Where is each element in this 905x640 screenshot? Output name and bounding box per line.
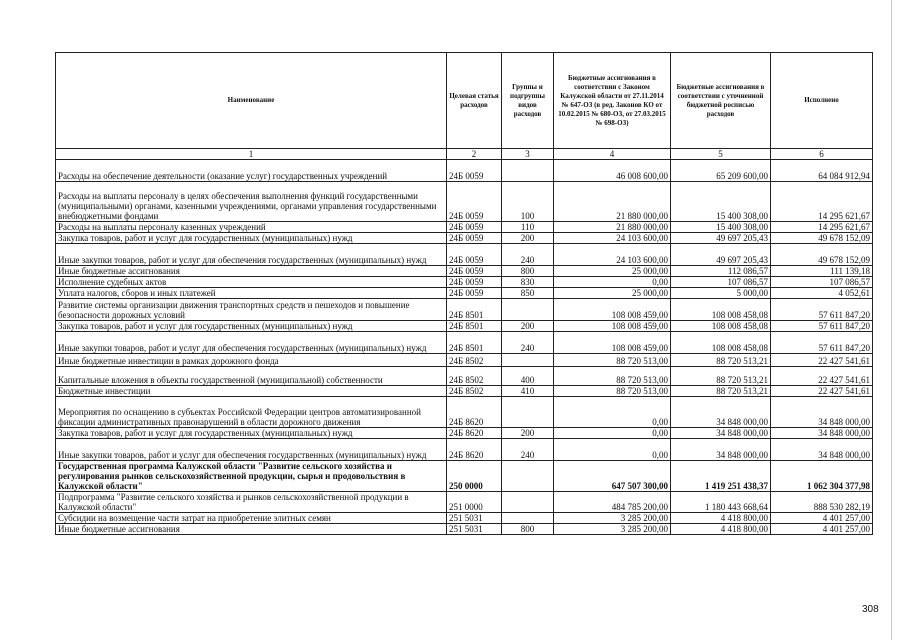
column-number: 6 [771,149,873,160]
row-executed-cell: 22 427 541,61 [771,386,873,397]
row-target-article-cell: 24Б 8502 [447,367,502,386]
row-law-allocation-cell: 0,00 [554,397,671,428]
row-expense-group-cell: 200 [502,321,554,332]
row-name-cell: Иные закупки товаров, работ и услуг для обеспечения государственных (муниципальных) нужд [56,332,447,354]
row-expense-group-cell [502,354,554,367]
row-target-article-cell: 24Б 0059 [447,222,502,233]
row-executed-cell: 22 427 541,61 [771,367,873,386]
row-revised-allocation-cell: 5 000,00 [671,288,771,299]
row-name-cell: Исполнение судебных актов [56,277,447,288]
row-name-cell: Уплата налогов, сборов и иных платежей [56,288,447,299]
row-target-article-cell: 24Б 0059 [447,160,502,182]
row-name-cell: Расходы на выплаты персоналу казенных учреждений [56,222,447,233]
row-target-article-cell: 250 0000 [447,461,502,492]
row-expense-group-cell [502,299,554,321]
row-executed-cell: 1 062 304 377,98 [771,461,873,492]
row-revised-allocation-cell: 1 419 251 438,37 [671,461,771,492]
row-name-cell: Государственная программа Калужской области "Развитие сельского хозяйства и регулирования рынков сельскохозяйственной продукции, сырья и продовольствия в Калужской области" [56,461,447,492]
row-name-cell: Расходы на выплаты персоналу в целях обеспечения выполнения функций государственными (муниципальными) органами, казенными учреждениями, органами управления государственными внебюджетными фондами [56,182,447,222]
row-executed-cell: 22 427 541,61 [771,354,873,367]
row-revised-allocation-cell: 34 848 000,00 [671,439,771,461]
row-revised-allocation-cell: 108 008 458,08 [671,332,771,354]
row-revised-allocation-cell: 49 697 205,43 [671,233,771,244]
row-expense-group-cell: 800 [502,266,554,277]
row-name-cell: Иные бюджетные инвестиции в рамках дорожного фонда [56,354,447,367]
header-name: Наименование [56,53,447,149]
column-number: 4 [554,149,671,160]
row-executed-cell: 49 678 152,09 [771,244,873,266]
row-executed-cell: 34 848 000,00 [771,439,873,461]
table-header-row [56,53,873,149]
header-law-allocations: Бюджетные ассигнования в соответствии с Законом Калужской области от 27.11.2014 № 647-ОЗ (в ред. Законов КО от 10.02.2015 № 680-ОЗ, от 27.03.2015 № 698-ОЗ) [554,53,671,149]
row-executed-cell: 49 678 152,09 [771,233,873,244]
row-revised-allocation-cell: 65 209 600,00 [671,160,771,182]
row-target-article-cell: 24Б 0059 [447,182,502,222]
row-expense-group-cell [502,397,554,428]
column-number-row [56,149,873,160]
row-name-cell: Закупка товаров, работ и услуг для государственных (муниципальных) нужд [56,233,447,244]
row-executed-cell: 111 139,18 [771,266,873,277]
table-row [56,277,873,288]
row-executed-cell: 57 611 847,20 [771,332,873,354]
row-revised-allocation-cell: 4 418 800,00 [671,513,771,524]
row-expense-group-cell [502,492,554,513]
row-target-article-cell: 24Б 8502 [447,354,502,367]
row-name-cell: Подпрограмма "Развитие сельского хозяйства и рынков сельскохозяйственной продукции в Калужской области" [56,492,447,513]
row-executed-cell: 888 530 282,19 [771,492,873,513]
row-expense-group-cell: 110 [502,222,554,233]
row-executed-cell: 107 086,57 [771,277,873,288]
table-row [56,428,873,439]
row-revised-allocation-cell: 15 400 308,00 [671,222,771,233]
row-name-cell: Иные бюджетные ассигнования [56,524,447,535]
column-number: 1 [56,149,447,160]
row-revised-allocation-cell: 34 848 000,00 [671,428,771,439]
row-target-article-cell: 251 5031 [447,524,502,535]
header-expense-groups: Группы и подгруппы видов расходов [502,53,554,149]
scan-edge-line [891,0,892,640]
row-target-article-cell: 24Б 0059 [447,233,502,244]
row-expense-group-cell: 100 [502,182,554,222]
row-name-cell: Расходы на обеспечение деятельности (оказание услуг) государственных учреждений [56,160,447,182]
row-target-article-cell: 24Б 8501 [447,299,502,321]
row-expense-group-cell [502,461,554,492]
row-name-cell: Иные закупки товаров, работ и услуг для обеспечения государственных (муниципальных) нужд [56,244,447,266]
column-number: 5 [671,149,771,160]
row-law-allocation-cell: 0,00 [554,439,671,461]
table-row [56,160,873,182]
row-expense-group-cell [502,513,554,524]
row-law-allocation-cell: 108 008 459,00 [554,299,671,321]
table-row [56,321,873,332]
row-executed-cell: 14 295 621,67 [771,222,873,233]
row-target-article-cell: 251 5031 [447,513,502,524]
row-name-cell: Мероприятия по оснащению в субъектах Российской Федерации центров автоматизированной фиксации административных правонарушений в области дорожного движения [56,397,447,428]
row-name-cell: Иные закупки товаров, работ и услуг для обеспечения государственных (муниципальных) нужд [56,439,447,461]
row-executed-cell: 4 401 257,00 [771,513,873,524]
row-executed-cell: 14 295 621,67 [771,182,873,222]
row-name-cell: Развитие системы организации движения транспортных средств и пешеходов и повышение безопасности дорожных условий [56,299,447,321]
row-law-allocation-cell: 25 000,00 [554,266,671,277]
row-revised-allocation-cell: 108 008 458,08 [671,299,771,321]
table-row [56,461,873,492]
table-row [56,513,873,524]
row-expense-group-cell: 400 [502,367,554,386]
row-law-allocation-cell: 484 785 200,00 [554,492,671,513]
row-revised-allocation-cell: 88 720 513,21 [671,367,771,386]
row-name-cell: Бюджетные инвестиции [56,386,447,397]
table-row [56,492,873,513]
row-target-article-cell: 24Б 8502 [447,386,502,397]
page-number: 308 [862,604,879,615]
row-revised-allocation-cell: 49 697 205,43 [671,244,771,266]
table-row [56,266,873,277]
row-expense-group-cell: 200 [502,428,554,439]
row-expense-group-cell: 800 [502,524,554,535]
row-target-article-cell: 24Б 0059 [447,244,502,266]
row-target-article-cell: 251 0000 [447,492,502,513]
table-row [56,288,873,299]
row-name-cell: Капитальные вложения в объекты государственной (муниципальной) собственности [56,367,447,386]
row-target-article-cell: 24Б 8501 [447,332,502,354]
row-target-article-cell: 24Б 8501 [447,321,502,332]
table-row [56,386,873,397]
row-expense-group-cell [502,160,554,182]
table-row [56,332,873,354]
table-row [56,233,873,244]
budget-table [55,52,873,535]
column-number: 3 [502,149,554,160]
row-law-allocation-cell: 647 507 300,00 [554,461,671,492]
row-executed-cell: 57 611 847,20 [771,321,873,332]
row-law-allocation-cell: 108 008 459,00 [554,321,671,332]
row-name-cell: Закупка товаров, работ и услуг для государственных (муниципальных) нужд [56,321,447,332]
row-name-cell: Иные бюджетные ассигнования [56,266,447,277]
row-revised-allocation-cell: 88 720 513,21 [671,386,771,397]
table-body [56,160,873,535]
row-expense-group-cell: 410 [502,386,554,397]
row-law-allocation-cell: 46 008 600,00 [554,160,671,182]
table-row [56,524,873,535]
row-revised-allocation-cell: 4 418 800,00 [671,524,771,535]
table-row [56,299,873,321]
row-law-allocation-cell: 88 720 513,00 [554,354,671,367]
row-name-cell: Закупка товаров, работ и услуг для государственных (муниципальных) нужд [56,428,447,439]
row-law-allocation-cell: 0,00 [554,277,671,288]
table-row [56,222,873,233]
row-law-allocation-cell: 24 103 600,00 [554,233,671,244]
header-revised-allocations: Бюджетные ассигнования в соответствии с уточненной бюджетной росписью расходов [671,53,771,149]
header-target-article: Целевая статья расходов [447,53,502,149]
row-expense-group-cell: 240 [502,439,554,461]
row-law-allocation-cell: 25 000,00 [554,288,671,299]
row-revised-allocation-cell: 15 400 308,00 [671,182,771,222]
row-revised-allocation-cell: 108 008 458,08 [671,321,771,332]
header-executed: Исполнено [771,53,873,149]
row-law-allocation-cell: 24 103 600,00 [554,244,671,266]
row-law-allocation-cell: 88 720 513,00 [554,386,671,397]
table-row [56,354,873,367]
row-target-article-cell: 24Б 0059 [447,266,502,277]
row-expense-group-cell: 240 [502,332,554,354]
row-law-allocation-cell: 21 880 000,00 [554,182,671,222]
row-revised-allocation-cell: 34 848 000,00 [671,397,771,428]
row-law-allocation-cell: 108 008 459,00 [554,332,671,354]
row-executed-cell: 57 611 847,20 [771,299,873,321]
row-expense-group-cell: 240 [502,244,554,266]
row-revised-allocation-cell: 112 086,57 [671,266,771,277]
column-number: 2 [447,149,502,160]
row-expense-group-cell: 200 [502,233,554,244]
row-law-allocation-cell: 88 720 513,00 [554,367,671,386]
row-expense-group-cell: 830 [502,277,554,288]
row-executed-cell: 64 084 912,94 [771,160,873,182]
table-row [56,244,873,266]
row-revised-allocation-cell: 107 086,57 [671,277,771,288]
row-target-article-cell: 24Б 8620 [447,397,502,428]
row-expense-group-cell: 850 [502,288,554,299]
row-name-cell: Субсидии на возмещение части затрат на приобретение элитных семян [56,513,447,524]
row-target-article-cell: 24Б 0059 [447,288,502,299]
row-law-allocation-cell: 3 285 200,00 [554,524,671,535]
table-row [56,397,873,428]
row-law-allocation-cell: 21 880 000,00 [554,222,671,233]
row-revised-allocation-cell: 88 720 513,21 [671,354,771,367]
row-target-article-cell: 24Б 8620 [447,439,502,461]
row-executed-cell: 34 848 000,00 [771,428,873,439]
table-row [56,439,873,461]
row-executed-cell: 4 052,61 [771,288,873,299]
row-law-allocation-cell: 3 285 200,00 [554,513,671,524]
row-executed-cell: 4 401 257,00 [771,524,873,535]
table-row [56,182,873,222]
row-executed-cell: 34 848 000,00 [771,397,873,428]
row-revised-allocation-cell: 1 180 443 668,64 [671,492,771,513]
table-row [56,367,873,386]
row-target-article-cell: 24Б 0059 [447,277,502,288]
row-target-article-cell: 24Б 8620 [447,428,502,439]
row-law-allocation-cell: 0,00 [554,428,671,439]
